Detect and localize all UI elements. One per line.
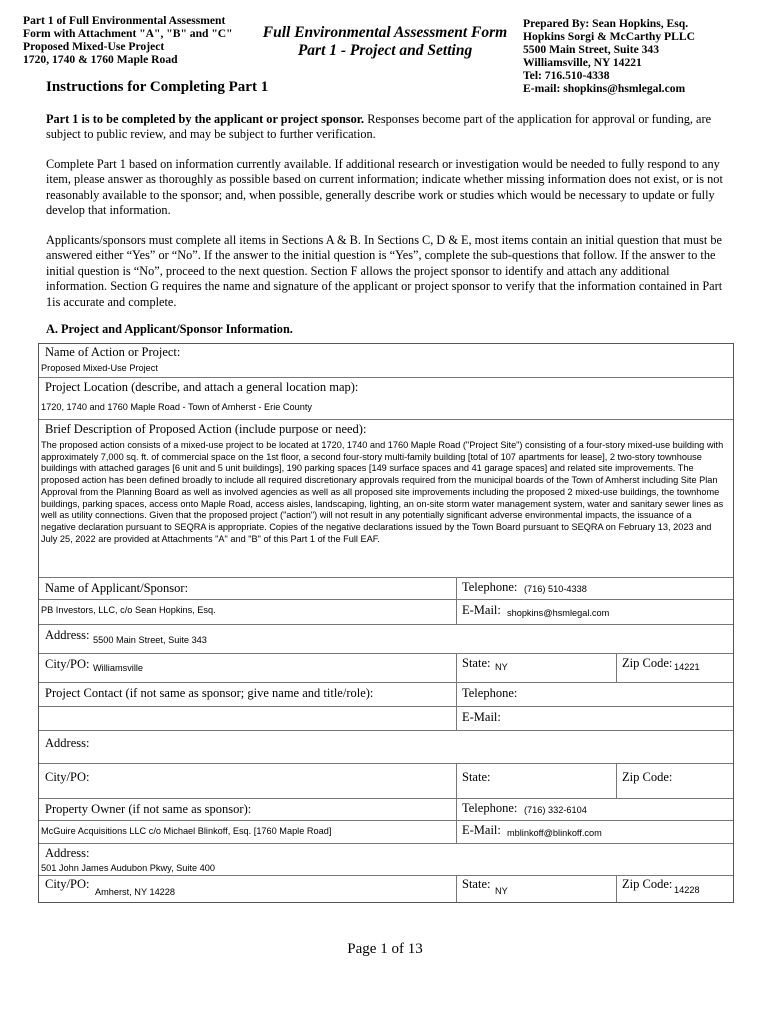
owner-address-label: Address: [45,846,90,860]
preparer-line: Williamsville, NY 14221 [523,56,642,69]
owner-name-field[interactable]: McGuire Acquisitions LLC c/o Michael Blinkoff, Esq. [1760 Maple Road] [41,826,332,836]
column-divider [616,764,617,798]
contact-state-label: State: [462,770,491,784]
project-info-form [38,343,734,903]
applicant-state-field[interactable]: NY [495,662,508,672]
applicant-address-field[interactable]: 5500 Main Street, Suite 343 [93,635,207,645]
column-divider [456,876,457,902]
contact-city-row [39,764,733,799]
owner-state-field[interactable]: NY [495,886,508,896]
project-location-label: Project Location (describe, and attach a general location map): [45,380,359,394]
instructions-title: Instructions for Completing Part 1 [46,79,269,95]
owner-email-row [39,821,733,844]
form-subtitle-line: Part 1 - Project and Setting [297,42,473,59]
preparer-line: Prepared By: Sean Hopkins, Esq. [523,17,689,30]
column-divider [456,821,457,843]
column-divider [616,876,617,902]
project-name-label: Name of Action or Project: [45,345,181,359]
header-left-line: Part 1 of Full Environmental Assessment [23,14,226,27]
section-a-title: A. Project and Applicant/Sponsor Information. [46,322,293,336]
column-divider [616,654,617,682]
column-divider [456,707,457,730]
project-contact-row [39,683,733,707]
project-location-row [39,378,733,420]
applicant-city-row [39,654,733,683]
header-left-line: Form with Attachment "A", "B" and "C" [23,27,233,40]
instructions-text: Responses become part of the application for approval or funding, are subject to public review, and may be subject to further verification. [46,112,712,142]
owner-email-label: E-Mail: [462,823,501,837]
preparer-info [523,17,695,95]
project-description-row [39,420,733,578]
applicant-name-row [39,578,733,600]
preparer-line: E-mail: shopkins@hsmlegal.com [523,82,686,95]
project-description-label: Brief Description of Proposed Action (include purpose or need): [45,422,367,436]
owner-zip-label: Zip Code: [622,877,673,891]
applicant-state-label: State: [462,656,491,670]
form-title [262,24,508,60]
project-description-field[interactable]: The proposed action consists of a mixed-use project to be located at 1720, 1740 and 1760 Maple Road ("Project Site") consisting of a four-story mixed-use building with approximately 7,000 sq. ft. of commercial space on the 1st floor, a second four-story multi-family building [total of 107 apartments for lease], 2 two-story townhouse buildings with attached garages [6 unit and 5 unit buildings], 190 parking spaces [149 surface spaces and 41 garage spaces] and related site improvements. The proposed action has been defined broadly to include all required discretionary approvals required from the municipal boards of the Town of Amherst including Site Plan Approval from the Planning Board as well as involved agencies as well as all proposed site improvements including the proposed 2 mixed-use buildings, the townhome buildings, parking spaces, access onto Maple Road, access aisles, landscaping, lighting, an on-site storm water management system, water and sanitary sewer lines as well as utility connections. Given that the proposed project ("action") will not result in any potentially significant adverse environmental impacts, the issuance of a negative declaration pursuant to SEQRA is appropriate. Copies of the negative declarations issued by the Town Board pursuant to SEQRA on February 13, 2023 and July 25, 2022 are provided at Attachments "A" and "B" of this Part 1 of the Full EAF. [41,440,724,544]
applicant-name-field[interactable]: PB Investors, LLC, c/o Sean Hopkins, Esq. [41,605,216,615]
applicant-address-row [39,625,733,654]
preparer-line: 5500 Main Street, Suite 343 [523,43,660,56]
header-project-info [23,14,233,66]
column-divider [456,654,457,682]
column-divider [456,799,457,820]
column-divider [456,600,457,624]
column-divider [456,683,457,706]
owner-address-row [39,844,733,876]
contact-email-label: E-Mail: [462,710,501,724]
owner-city-row [39,876,733,902]
preparer-line: Tel: 716.510-4338 [523,69,610,82]
project-name-field[interactable]: Proposed Mixed-Use Project [41,363,158,373]
form-title-line: Full Environmental Assessment Form [262,24,508,41]
contact-address-row [39,731,733,764]
column-divider [456,578,457,599]
applicant-email-field[interactable]: shopkins@hsmlegal.com [507,608,610,618]
project-contact-label: Project Contact (if not same as sponsor; give name and title/role): [45,686,374,700]
applicant-city-label: City/PO: [45,657,90,671]
owner-city-field[interactable]: Amherst, NY 14228 [95,887,176,897]
applicant-name-label: Name of Applicant/Sponsor: [45,581,189,595]
project-name-row [39,344,733,378]
applicant-email-row [39,600,733,625]
instructions-paragraph-2: Complete Part 1 based on information currently available. If additional research or investigation would be needed to fully respond to any item, please answer as thoroughly as possible based on current information; indicate whether missing information does not exist, or is not reasonably available to the sponsor; and, when possible, generally describe work or studies which would be necessary to update or fully develop that information. [46,157,723,218]
applicant-zip-label: Zip Code: [622,656,673,670]
owner-city-label: City/PO: [45,877,90,891]
applicant-zip-field[interactable]: 14221 [674,662,700,672]
header-left-line: 1720, 1740 & 1760 Maple Road [23,53,178,66]
applicant-city-field[interactable]: Williamsville [93,663,144,673]
project-location-field[interactable]: 1720, 1740 and 1760 Maple Road - Town of Amherst - Erie County [41,402,313,412]
instructions-paragraph-1 [46,112,726,143]
owner-zip-field[interactable]: 14228 [674,885,700,895]
owner-email-field[interactable]: mblinkoff@blinkoff.com [507,828,602,838]
owner-label: Property Owner (if not same as sponsor): [45,802,252,816]
header-left-line: Proposed Mixed-Use Project [23,40,165,53]
owner-telephone-field[interactable]: (716) 332-6104 [524,805,587,815]
column-divider [456,764,457,798]
preparer-line: Hopkins Sorgi & McCarthy PLLC [523,30,695,43]
owner-address-field[interactable]: 501 John James Audubon Pkwy, Suite 400 [41,863,215,873]
contact-address-label: Address: [45,736,90,750]
contact-telephone-label: Telephone: [462,686,518,700]
contact-email-row [39,707,733,731]
applicant-email-label: E-Mail: [462,603,501,617]
applicant-address-label: Address: [45,628,90,642]
contact-city-label: City/PO: [45,770,90,784]
owner-name-row [39,799,733,821]
applicant-telephone-label: Telephone: [462,580,518,594]
instructions-paragraph-3: Applicants/sponsors must complete all items in Sections A & B. In Sections C, D & E, most items contain an initial question that must be answered either “Yes” or “No”. If the answer to the initial question is “Yes”, complete the sub-questions that follow. If the answer to the initial question is “No”, proceed to the next question. Section F allows the project sponsor to identify and attach any additional information. Section G requires the name and signature of the applicant or project sponsor to verify that the information contained in Part 1is accurate and complete. [46,233,723,309]
owner-state-label: State: [462,877,491,891]
owner-telephone-label: Telephone: [462,801,518,815]
instructions-bold-lead: Part 1 is to be completed by the applicant or project sponsor. [46,112,365,126]
applicant-telephone-field[interactable]: (716) 510-4338 [524,584,587,594]
page-number: Page 1 of 13 [347,941,423,957]
contact-zip-label: Zip Code: [622,770,673,784]
